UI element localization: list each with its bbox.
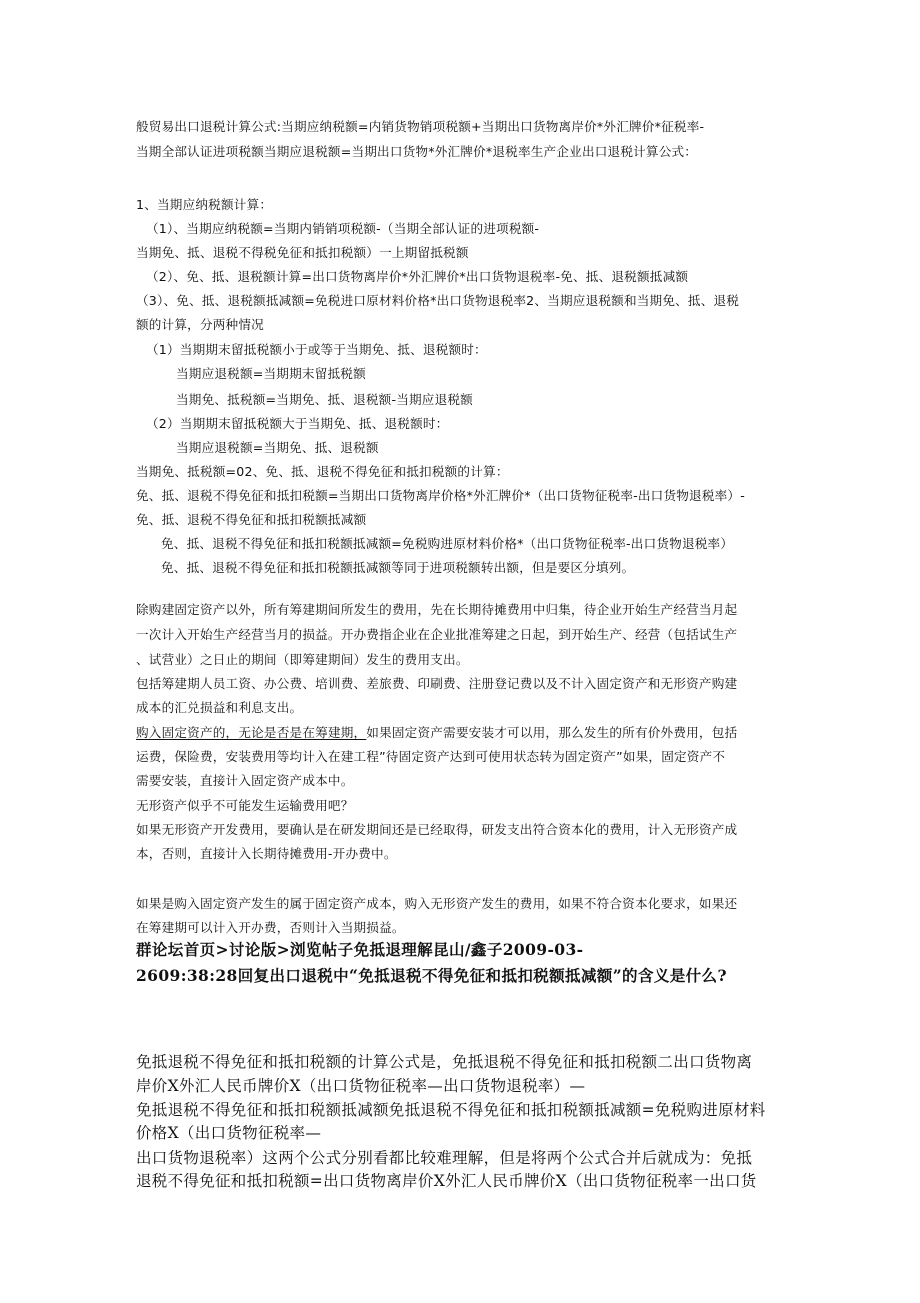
forum-breadcrumb: 群论坛首页>讨论版>浏览帖子免抵退理解昆山/鑫子2009-03- (136, 940, 584, 959)
text-line: 当期免、抵税额=02、免、抵、退税不得免征和抵扣税额的计算： (136, 464, 509, 479)
text-line: 包括筹建期人员工资、办公费、培训费、差旅费、印刷费、注册登记费以及不计入固定资产和无形资产购建 (136, 676, 738, 691)
text-line: 免、抵、退税不得免征和抵扣税额抵减额=免税购进原材料价格*（出口货物征税率-出口货物退税率） (161, 536, 734, 551)
text-line: 免、抵、退税不得免征和抵扣税额抵减额等同于进项税额转出额，但是要区分填列。 (161, 560, 635, 575)
text-line: 除购建固定资产以外，所有筹建期间所发生的费用，先在长期待摊费用中归集，待企业开始生产经营当月起 (136, 602, 738, 617)
text-line: 免抵退税不得免征和抵扣税额抵减额免抵退税不得免征和抵扣税额抵减额=免税购进原材料 (136, 1101, 766, 1119)
text-line: 当期全部认证进项税额当期应退税额=当期出口货物*外汇牌价*退税率生产企业出口退税计算公式： (136, 144, 698, 159)
text-line: 出口货物退税率）这两个公式分别看都比较难理解，但是将两个公式合并后就成为：免抵 (136, 1149, 753, 1167)
text-line: 、试营业）之日止的期间（即筹建期间）发生的费用支出。 (136, 652, 469, 667)
text-line: 岸价X外汇人民币牌价X（出口货物征税率—出口货物退税率）— (136, 1077, 586, 1095)
text-line: 当期应退税额=当期免、抵、退税额 (176, 440, 379, 455)
text-line: （2）、免、抵、退税额计算=出口货物离岸价*外汇牌价*出口货物退税率-免、抵、退税额抵减额 (146, 269, 689, 284)
text-line: （1）当期期末留抵税额小于或等于当期免、抵、退税额时： (146, 342, 487, 357)
forum-post-title: 2609:38:28回复出口退税中“免抵退税不得免征和抵扣税额抵减额”的含义是什么? (136, 966, 727, 985)
text-line: 如果是购入固定资产发生的属于固定资产成本，购入无形资产发生的费用，如果不符合资本化要求，如果还 (136, 896, 738, 911)
text-line: 价格X（出口货物征税率— (136, 1124, 322, 1142)
text-line: 一次计入开始生产经营当月的损益。开办费指企业在企业批准筹建之日起，到开始生产、经营（包括试生产 (136, 627, 738, 642)
text-line: 当期免、抵税额=当期免、抵、退税额-当期应退税额 (176, 392, 473, 407)
text-line: 当期应退税额=当期期末留抵税额 (176, 366, 366, 381)
text-line: （1）、当期应纳税额=当期内销销项税额-（当期全部认证的进项税额- (146, 221, 540, 236)
text-line: 购入固定资产的，无论是否是在筹建期，如果固定资产需要安装才可以用，那么发生的所有价外费用，包括 (136, 725, 738, 740)
text-line: 般贸易出口退税计算公式:当期应纳税额=内销货物销项税额+当期出口货物离岸价*外汇牌价*征税率- (136, 119, 705, 134)
text-line: 成本的汇兑损益和利息支出。 (136, 700, 303, 715)
text-line: 免、抵、退税不得免征和抵扣税额=当期出口货物离岸价格*外汇牌价*（出口货物征税率-出口货物退税率）- (136, 488, 745, 503)
text-line: 无形资产似乎不可能发生运输费用吧？ (136, 798, 354, 813)
text-line: 本，否则，直接计入长期待摊费用-开办费中。 (136, 846, 397, 861)
text-line: 当期免、抵、退税不得税免征和抵扣税额）一上期留抵税额 (136, 245, 469, 260)
text-line: 额的计算，分两种情况 (136, 317, 264, 332)
text-line: 免、抵、退税不得免征和抵扣税额抵减额 (136, 512, 367, 527)
text-line: 在筹建期可以计入开办费，否则计入当期损益。 (136, 920, 405, 935)
text-line: 免抵退税不得免征和抵扣税额的计算公式是，免抵退税不得免征和抵扣税额二出口货物离 (136, 1053, 753, 1071)
text-line: （2）当期期末留抵税额大于当期免、抵、退税额时： (146, 416, 449, 431)
text-line: 需要安装，直接计入固定资产成本中。 (136, 773, 354, 788)
text-line: （3）、免、抵、退税额抵减额=免税进口原材料价格*出口货物退税率2、当期应退税额和当期免、抵、退税 (136, 293, 740, 308)
text-line: 退税不得免征和抵扣税额=出口货物离岸价X外汇人民币牌价X（出口货物征税率一出口货 (136, 1172, 757, 1190)
text-line: 运费，保险费，安装费用等均计入在建工程”待固定资产达到可使用状态转为固定资产”如果，固定资产不 (136, 749, 726, 764)
text-line: 如果无形资产开发费用，要确认是在研发期间还是已经取得，研发支出符合资本化的费用，计入无形资产成 (136, 822, 738, 837)
section-heading: 1、当期应纳税额计算： (136, 197, 273, 212)
